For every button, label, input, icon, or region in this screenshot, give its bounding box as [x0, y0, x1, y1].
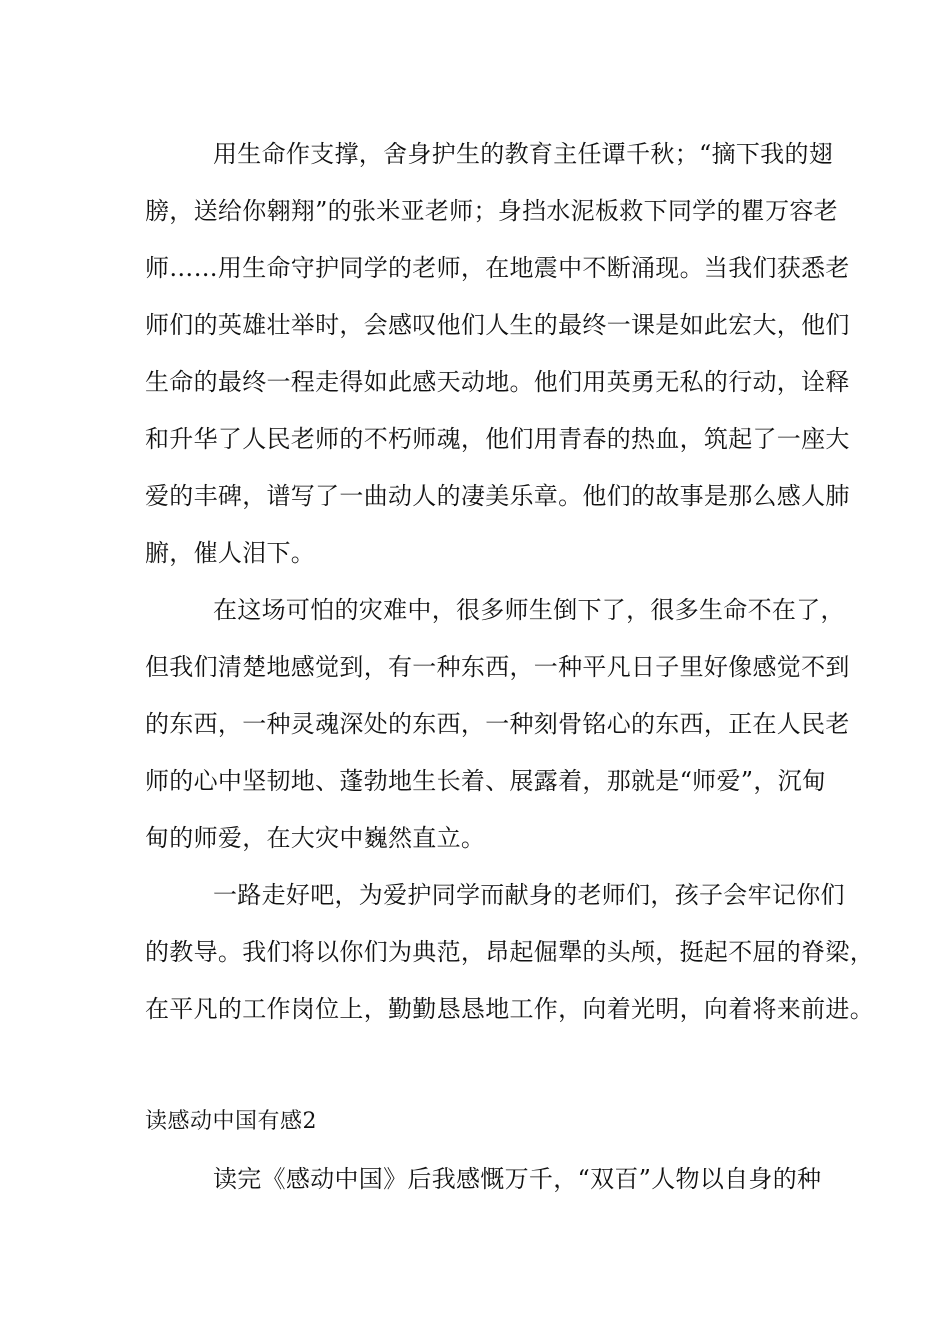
paragraph-line: 但我们清楚地感觉到，有一种东西，一种平凡日子里好像感觉不到 [145, 653, 850, 681]
paragraph-line: 甸的师爱，在大灾中巍然直立。 [145, 824, 486, 852]
paragraph-line: 膀，送给你翱翔”的张米亚老师；身挡水泥板救下同学的瞿万容老 [145, 197, 838, 225]
paragraph-line: 读完《感动中国》后我感慨万千，“双百”人物以自身的种 [213, 1165, 822, 1193]
paragraph-line: 爱的丰碑，谱写了一曲动人的凄美乐章。他们的故事是那么感人肺 [145, 482, 850, 510]
paragraph-line: 生命的最终一程走得如此感天动地。他们用英勇无私的行动，诠释 [145, 368, 850, 396]
paragraph-line: 一路走好吧，为爱护同学而献身的老师们，孩子会牢记你们 [213, 881, 845, 909]
paragraph-line: 在平凡的工作岗位上，勤勤恳恳地工作，向着光明，向着将来前进。 [145, 995, 874, 1023]
paragraph-line: 师……用生命守护同学的老师，在地震中不断涌现。当我们获悉老 [145, 254, 850, 282]
paragraph-line: 师的心中坚韧地、蓬勃地生长着、展露着，那就是“师爱”，沉甸 [145, 767, 827, 795]
paragraph-line: 的教导。我们将以你们为典范，昂起倔犟的头颅，挺起不屈的脊梁， [145, 938, 874, 966]
paragraph-line: 用生命作支撑，舍身护生的教育主任谭千秋；“摘下我的翅 [213, 140, 834, 168]
paragraph-line: 师们的英雄壮举时，会感叹他们人生的最终一课是如此宏大，他们 [145, 311, 850, 339]
paragraph-line: 和升华了人民老师的不朽师魂，他们用青春的热血，筑起了一座大 [145, 425, 850, 453]
paragraph-line: 在这场可怕的灾难中，很多师生倒下了，很多生命不在了， [213, 596, 845, 624]
paragraph-line: 的东西，一种灵魂深处的东西，一种刻骨铭心的东西，正在人民老 [145, 710, 850, 738]
section-title: 读感动中国有感2 [145, 1109, 317, 1134]
paragraph-line: 腑，催人泪下。 [145, 539, 316, 567]
